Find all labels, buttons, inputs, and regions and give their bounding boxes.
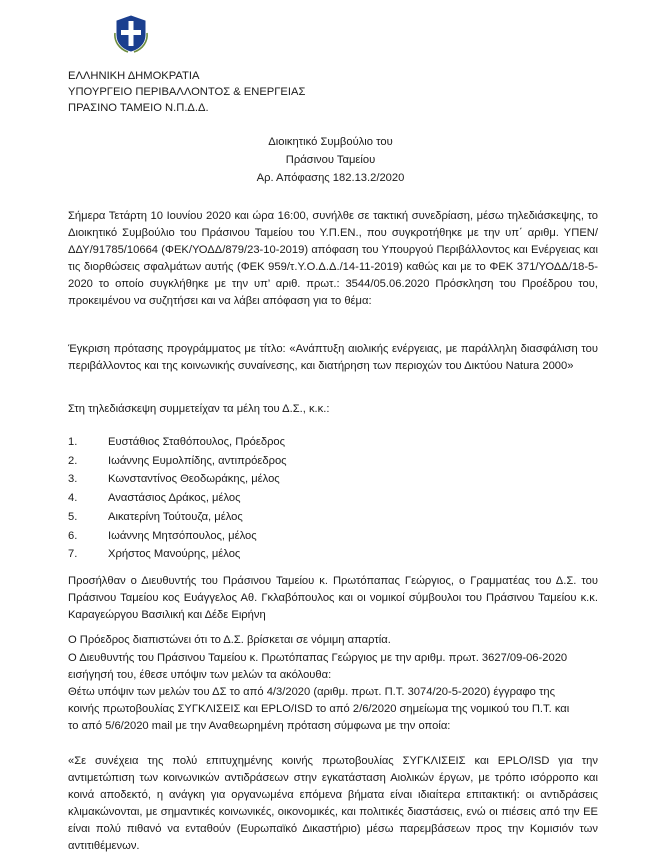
republic-line: ΕΛΛΗΝΙΚΗ ΔΗΜΟΚΡΑΤΙΑ [68,70,200,82]
fund-line: ΠΡΑΣΙΝΟ ΤΑΜΕΙΟ Ν.Π.Δ.Δ. [68,102,209,114]
participants-intro: Στη τηλεδιάσκεψη συμμετείχαν τα μέλη του Δ.Σ., κ.κ.: [68,403,330,415]
list-item [68,452,287,471]
subject-paragraph: Έγκριση πρότασης προγράμματος με τίτλο: «Ανάπτυξη αιολικής ενέργειας, με παράλληλη διασφάλιση του περιβάλλοντος και της κοινωνικής συναίνεσης, και διατήρηση των περιοχών του Δικτύου Natura 2000» [68,343,598,372]
report-line: κοινής πρωτοβουλίας ΣΥΓΚΛΙΣΕΙΣ και EPLO/ISD το από 2/6/2020 σημείωμα της νομικού του Π.Τ. και [68,703,570,715]
greek-state-emblem-icon [113,13,149,53]
member-name: Αικατερίνη Τούτουζα, μέλος [108,510,243,523]
list-item [68,508,287,527]
report-line: Ο Διευθυντής του Πράσινου Ταμείου κ. Πρωτόπαπας Γεώργιος με την αριθμ. πρωτ. 3627/09-06-2020 [68,652,568,664]
member-number: 4. [68,492,78,505]
member-name: Χρήστος Μανούρης, μέλος [108,548,241,561]
intro-paragraph: Σήμερα Τετάρτη 10 Ιουνίου 2020 και ώρα 16:00, συνήλθε σε τακτική συνεδρίαση, μέσω τηλεδιάσκεψης, το Διοικητικό Συμβούλιο του Πράσινου Ταμείου του Υ.Π.ΕΝ., που συγκροτήθηκε με την υπ΄ αριθμ. ΥΠΕΝ/ΔΔΥ/91785/10664 (ΦΕΚ/ΥΟΔΔ/879/23-10-2019) απόφαση του Υπουργού Περιβάλλοντος και Ενέργειας και τις διορθώσεις σφαλμάτων αυτής (ΦΕΚ 959/τ.Υ.Ο.Δ.Δ./14-11-2019) καθώς και με το ΦΕΚ 371/ΥΟΔΔ/18-5-2020 το οποίο συγκλήθηκε με την υπ’ αριθ. πρωτ.: 3544/05.06.2020 Πρόσκληση του Προέδρου του, προκειμένου να συζητήσει και να λάβει απόφαση για το θέμα: [68,210,598,307]
member-name: Αναστάσιος Δράκος, μέλος [108,492,241,505]
quote-paragraph: «Σε συνέχεια της πολύ επιτυχημένης κοινής πρωτοβουλίας ΣΥΓΚΛΙΣΕΙΣ και EPLO/ISD για την αντιμετώπιση των κοινωνικών αντιδράσεων στην εγκατάσταση Αιολικών έργων, με τρόπο ισόρροπο και κοινά αποδεκτό, η ανάγκη για οργανωμένα επόμενα βήματα είναι ιδιαίτερα επιτακτική: οι αντιδράσεις κλιμακώνονται, με σημαντικές κοινωνικές, οικονομικές, και πολιτικές διαστάσεις, ενώ οι πιέσεις από την ΕΕ είναι πολύ πιθανό να ενταθούν (Ευρωπαϊκό Δικαστήριο) μέσω παρεμβάσεων προς την Κομισιόν των αντιτιθέμενων. [68,755,598,852]
director-report [68,650,598,735]
member-name: Κωνσταντίνος Θεοδωράκης, μέλος [108,473,280,486]
list-item [68,470,287,489]
board-line-1: Διοικητικό Συμβούλιο του [268,136,393,148]
board-title-block [0,133,661,187]
member-number: 5. [68,510,78,523]
decision-number: Αρ. Απόφασης 182.13.2/2020 [256,172,405,184]
report-line: Θέτω υπόψιν των μελών του ΔΣ το από 4/3/2020 (αριθμ. πρωτ. Π.Τ. 3074/20-5-2020) έγγραφο της [68,686,556,698]
member-number: 1. [68,436,78,448]
list-item [68,527,287,546]
report-line: εισήγησή του, έθεσε υπόψιν των μελών τα ακόλουθα: [68,669,332,681]
list-item [68,489,287,508]
issuer-header [68,68,305,116]
member-number: 3. [68,473,78,486]
ministry-line: ΥΠΟΥΡΓΕΙΟ ΠΕΡΙΒΑΛΛΟΝΤΟΣ & ΕΝΕΡΓΕΙΑΣ [68,86,306,98]
member-number: 2. [68,454,78,467]
report-line: το από 5/6/2020 mail με την Αναθεωρημένη πρόταση σύμφωνα με την οποία: [68,720,451,732]
member-name: Ιωάννης Μητσόπουλος, μέλος [108,529,257,542]
quorum-line: Ο Πρόεδρος διαπιστώνει ότι το Δ.Σ. βρίσκεται σε νόμιμη απαρτία. [68,634,391,646]
members-list [68,433,287,564]
attendees-paragraph: Προσήλθαν ο Διευθυντής του Πράσινου Ταμείου κ. Πρωτόπαπας Γεώργιος, ο Γραμματέας του Δ.Σ. του Πράσινου Ταμείου κος Ευάγγελος Αθ. Γκλαβόπουλος και οι νομικοί σύμβουλοι του Πράσινου Ταμείου κ.κ. Καραγεώργου Βασιλική και Δέδε Ειρήνη [68,575,598,621]
member-name: Ιωάννης Ευμολπίδης, αντιπρόεδρος [108,454,287,467]
list-item [68,545,287,564]
member-name: Ευστάθιος Σταθόπουλος, Πρόεδρος [108,436,286,448]
list-item [68,433,287,452]
member-number: 7. [68,548,78,561]
member-number: 6. [68,529,78,542]
board-line-2: Πράσινου Ταμείου [285,154,376,166]
